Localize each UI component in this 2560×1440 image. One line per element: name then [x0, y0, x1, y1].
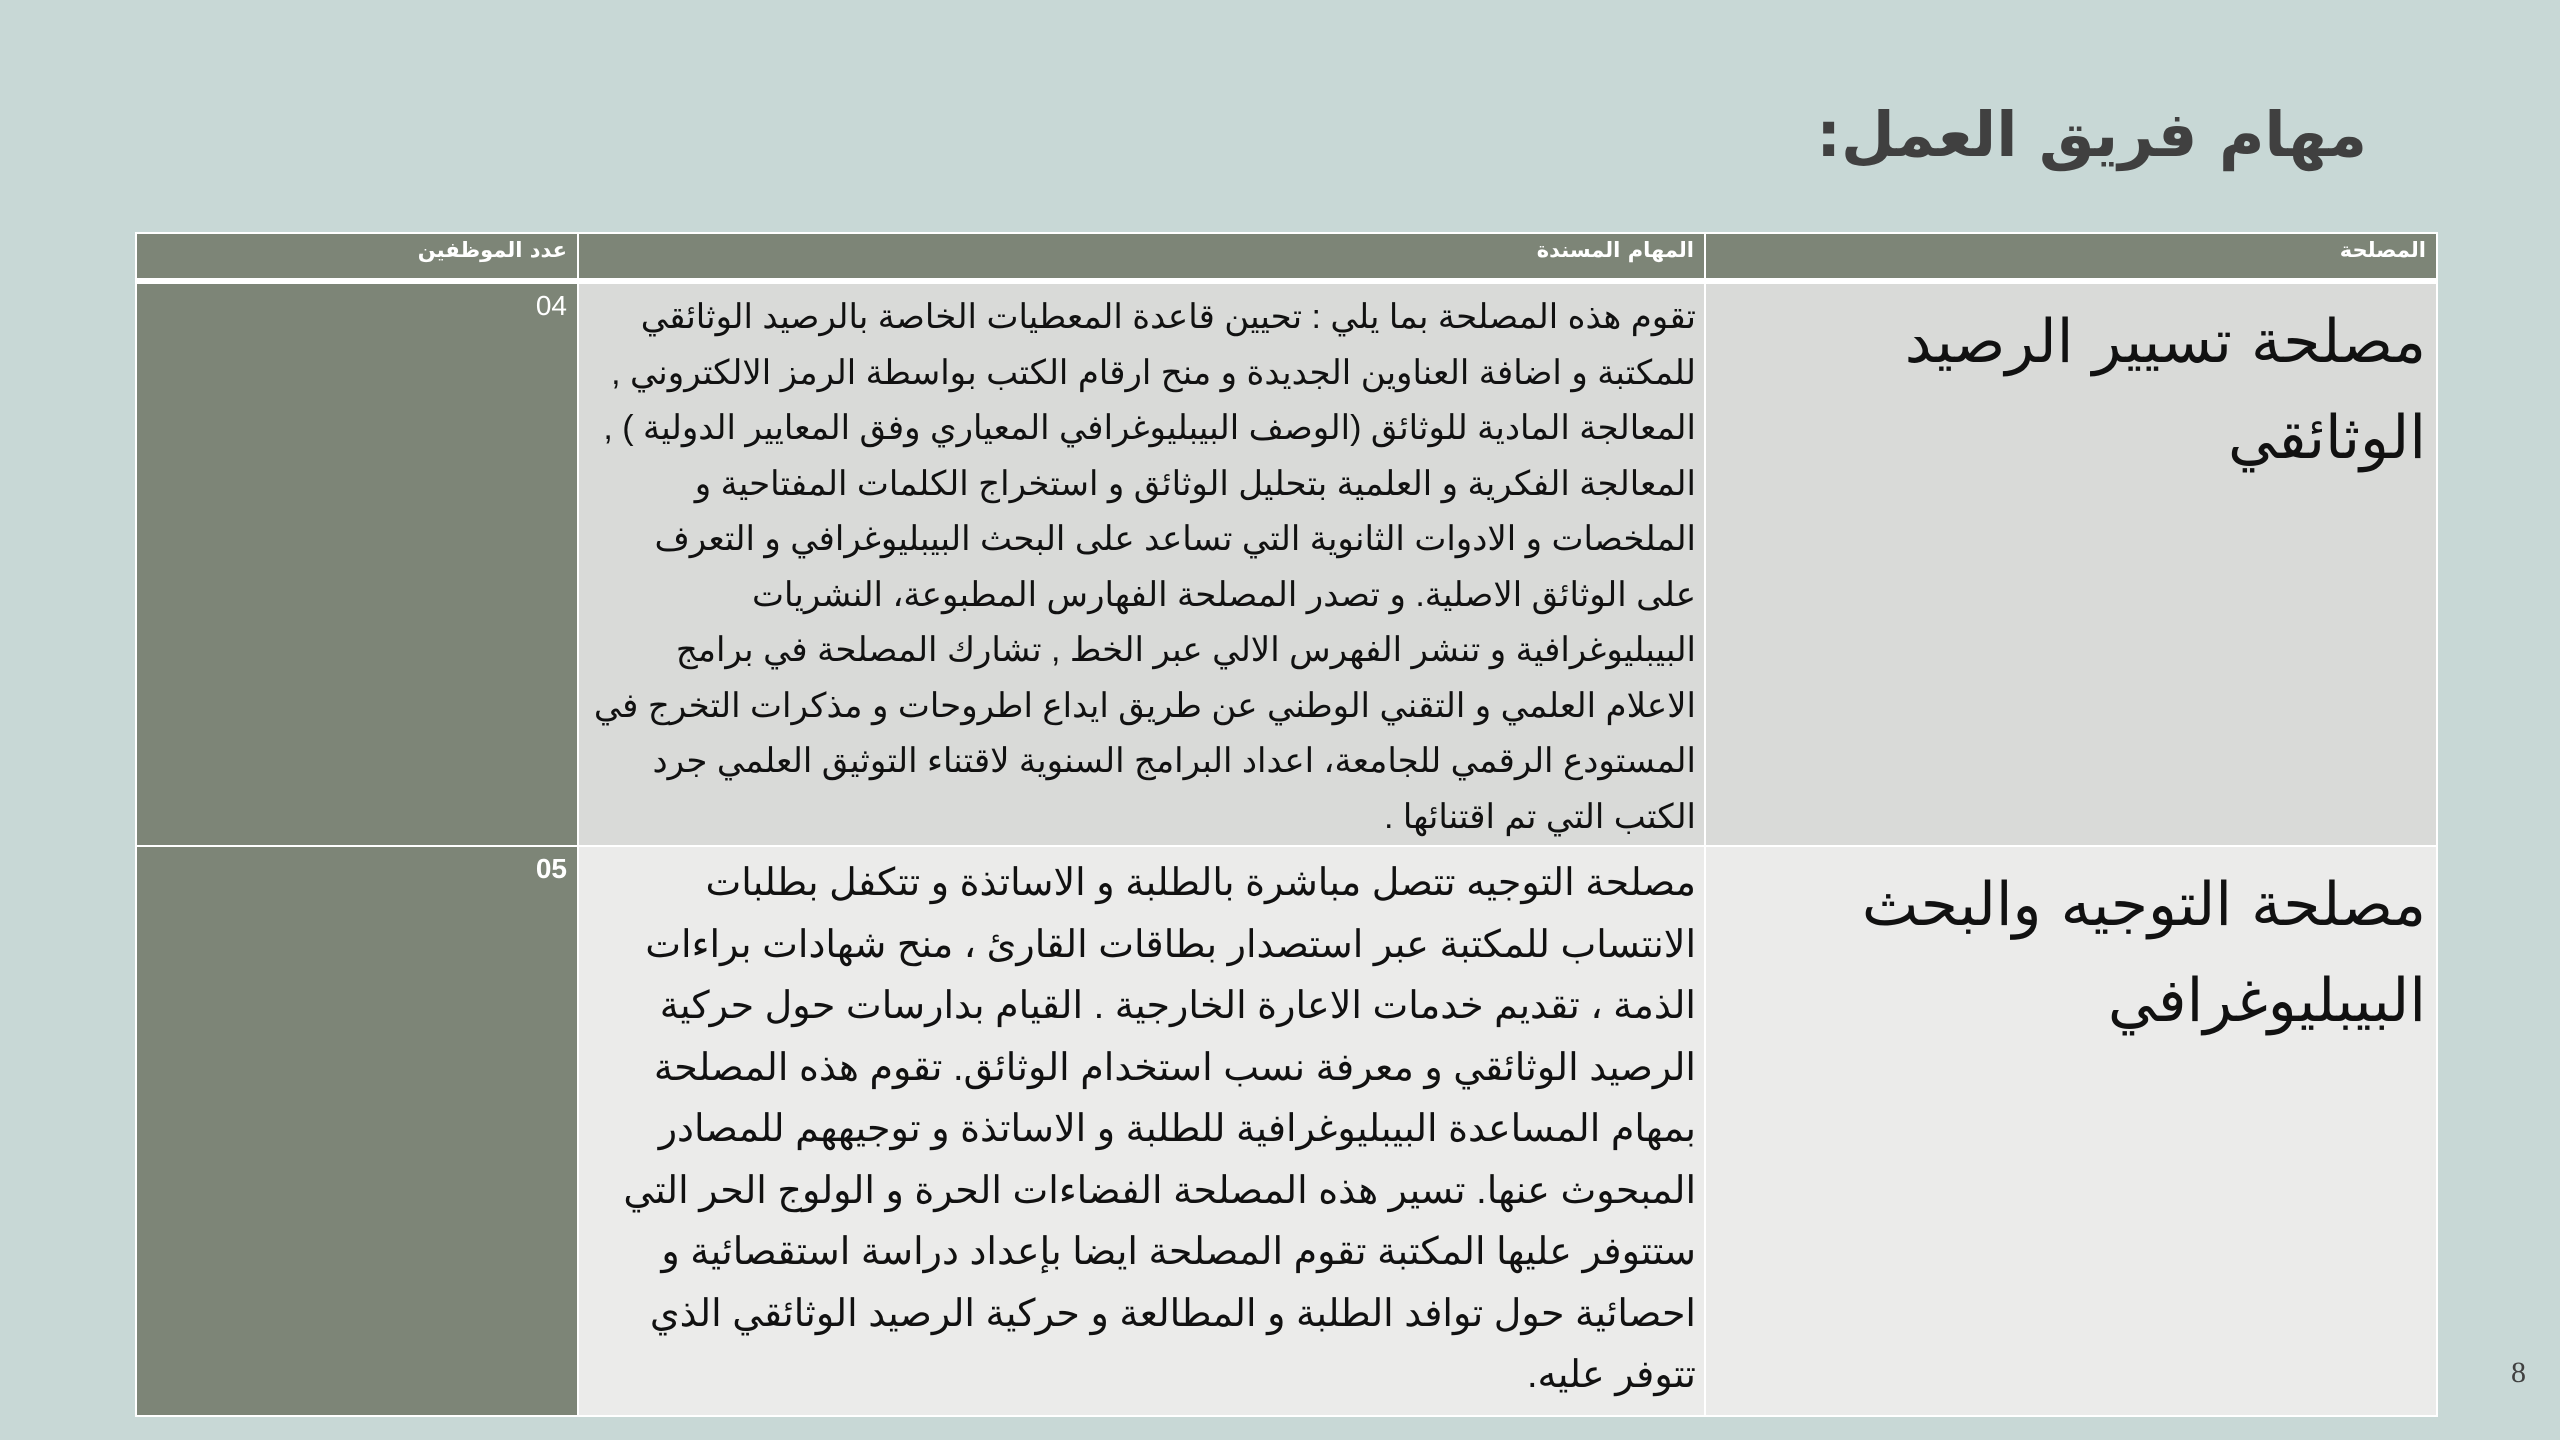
department-tasks: تقوم هذه المصلحة بما يلي : تحيين قاعدة المعطيات الخاصة بالرصيد الوثائقي للمكتبة و اضافة العناوين الجديدة و منح ارقام الكتب بواسطة الرمز الالكتروني , المعالجة المادية للوثائق (الوصف البيبليوغرافي المعياري وفق المعايير الدولية ) , المعالجة الفكرية و العلمية بتحليل الوثائق و استخراج الكلمات المفتاحية و الملخصات و الادوات الثانوية التي تساعد على البحث البيبليوغرافي و التعرف على الوثائق الاصلية. و تصدر المصلحة الفهارس المطبوعة، النشريات البيبليوغرافية و تنشر الفهرس الالي عبر الخط , تشارك المصلحة في برامج الاعلام العلمي و التقني الوطني عن طريق ايداع اطروحات و مذكرات التخرج في المستودع الرقمي للجامعة، اعداد البرامج السنوية لاقتناء التوثيق العلمي جرد الكتب التي تم اقتنائها .	[578, 281, 1705, 846]
table-row	[136, 846, 2437, 1416]
staff-count: 05	[136, 846, 578, 1416]
header-staff-count: عدد الموظفين	[136, 233, 578, 281]
department-tasks: مصلحة التوجيه تتصل مباشرة بالطلبة و الاساتذة و تتكفل بطلبات الانتساب للمكتبة عبر استصدار بطاقات القارئ ، منح شهادات براءات الذمة ، تقديم خدمات الاعارة الخارجية . القيام بدارسات حول حركية الرصيد الوثائقي و معرفة نسب استخدام الوثائق. تقوم هذه المصلحة بمهام المساعدة البيبليوغرافية للطلبة و الاساتذة و توجيههم للمصادر المبحوث عنها. تسير هذه المصلحة الفضاءات الحرة و الولوج الحر التي ستتوفر عليها المكتبة تقوم المصلحة ايضا بإعداد دراسة استقصائية و احصائية حول توافد الطلبة و المطالعة و حركية الرصيد الوثائقي الذي تتوفر عليه.	[578, 846, 1705, 1416]
department-name: مصلحة التوجيه والبحث البيبليوغرافي	[1705, 846, 2437, 1416]
table-header	[136, 233, 2437, 281]
staff-count: 04	[136, 281, 578, 846]
table-row	[136, 281, 2437, 846]
table-header-row	[136, 233, 2437, 281]
slide-title: مهام فريق العمل:	[1816, 98, 2367, 171]
department-name: مصلحة تسيير الرصيد الوثائقي	[1705, 281, 2437, 846]
tasks-table	[135, 232, 2438, 1417]
header-tasks: المهام المسندة	[578, 233, 1705, 281]
table-body	[136, 281, 2437, 1416]
page-number: 8	[2511, 1356, 2526, 1389]
header-department: المصلحة	[1705, 233, 2437, 281]
